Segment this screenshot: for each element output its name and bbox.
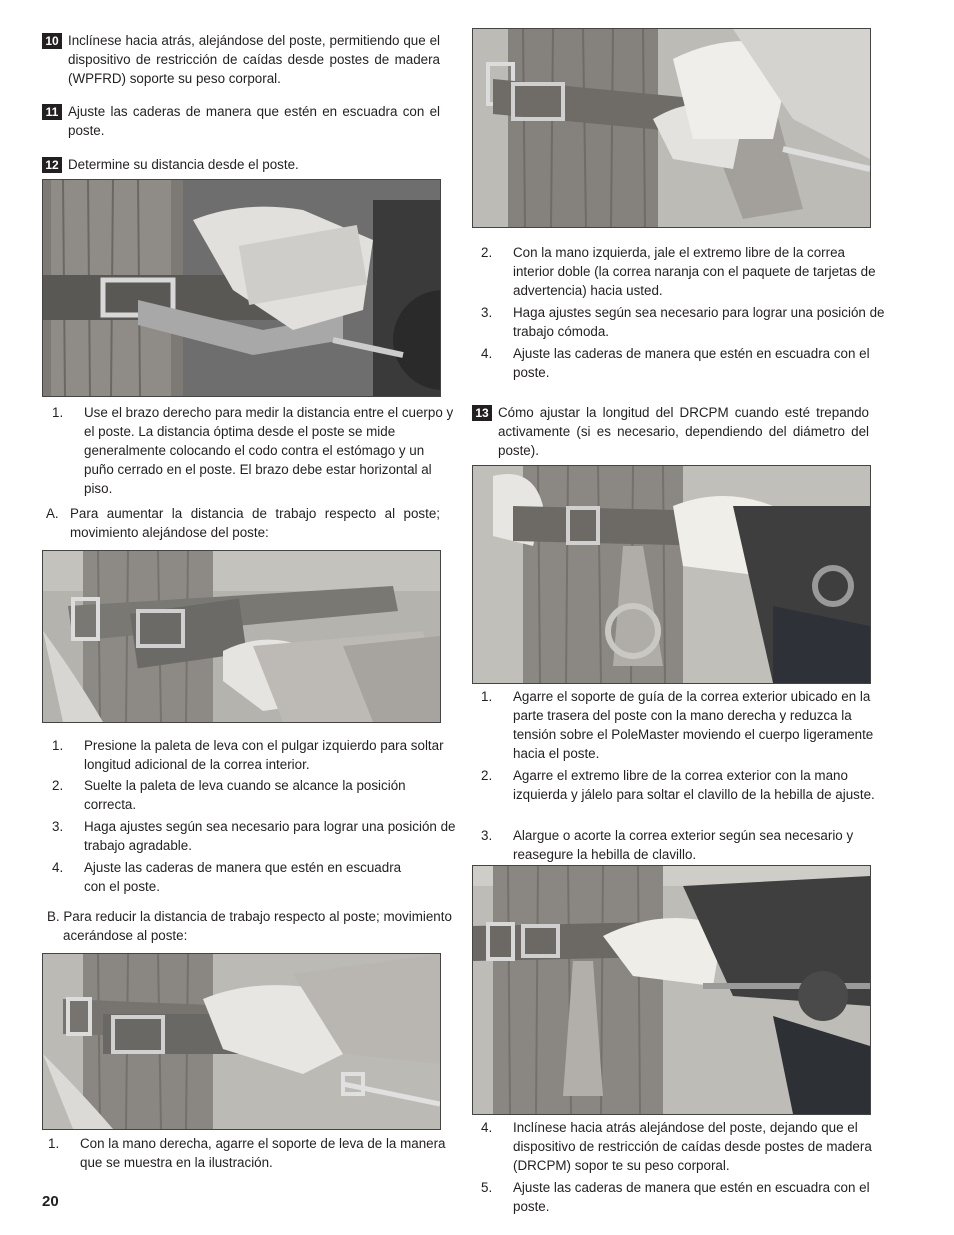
list-item: [52, 858, 424, 896]
list-item: [52, 776, 456, 814]
list-number: 2.: [52, 778, 64, 793]
list-number: 4.: [52, 860, 64, 875]
step-badge-10: 10: [42, 33, 62, 49]
list-item: [481, 766, 885, 804]
list-text: Haga ajustes según sea necesario para lograr una posición de trabajo agradable.: [84, 819, 456, 853]
list-text: Alargue o acorte la correa exterior según sea necesario y reasegure la hebilla de clavillo.: [513, 828, 854, 862]
list-item: [481, 1118, 885, 1175]
list-number: 2.: [481, 245, 493, 260]
photo-decrease-distance: [42, 953, 441, 1130]
photo-measure-distance: [42, 179, 441, 397]
list-item: [48, 1134, 456, 1172]
list-number: 2.: [481, 768, 493, 783]
list-text: Agarre el soporte de guía de la correa exterior ubicado en la parte trasera del poste con la mano derecha y reduzca la tensión sobre el PoleMaster moviendo el cuerpo ligeramente hacia el poste.: [513, 689, 874, 761]
list-text: Suelte la paleta de leva cuando se alcance la posición correcta.: [84, 778, 406, 812]
photo-pull-inner-strap: [472, 28, 871, 228]
list-number: 4.: [481, 1120, 493, 1135]
list-item: [52, 736, 456, 774]
list-number: 1.: [48, 1136, 60, 1151]
step-13-text: Cómo ajustar la longitud del DRCPM cuando esté trepando activamente (si es necesario, dependiendo del diámetro del poste).: [498, 405, 869, 458]
list-text: Inclínese hacia atrás alejándose del poste, dejando que el dispositivo de restricción de caídas desde postes de madera (DRCPM) sopor te su peso corporal.: [513, 1120, 872, 1173]
list-text: Use el brazo derecho para medir la distancia entre el cuerpo y el poste. La distancia óptima desde el poste se mide generalmente colocando el codo contra el estómago y un puño cerrado en el poste. El brazo debe estar horizontal al piso.: [84, 405, 454, 496]
list-item: [481, 826, 885, 864]
list-text: Con la mano derecha, agarre el soporte de leva de la manera que se muestra en la ilustración.: [80, 1136, 446, 1170]
step-12-text: Determine su distancia desde el poste.: [68, 157, 299, 172]
list-item: [481, 344, 885, 382]
list-item: [481, 687, 885, 763]
section-b-text: B. Para reducir la distancia de trabajo respecto al poste; movimiento acerándose al poste:: [47, 909, 452, 943]
step-11-text: Ajuste las caderas de manera que estén en escuadra con el poste.: [68, 104, 440, 138]
list-item: [481, 1178, 885, 1216]
page-number: 20: [42, 1193, 59, 1210]
list-text: Presione la paleta de leva con el pulgar izquierdo para soltar longitud adicional de la correa interior.: [84, 738, 444, 772]
list-number: 3.: [52, 819, 64, 834]
list-item: [481, 243, 885, 300]
step-badge-13: 13: [472, 405, 492, 421]
step-badge-12: 12: [42, 157, 62, 173]
photo-grab-outer-strap-guide: [472, 465, 871, 684]
list-number: 1.: [52, 738, 64, 753]
list-number: 5.: [481, 1180, 493, 1195]
list-number: 1.: [52, 405, 64, 420]
list-text: Ajuste las caderas de manera que estén en escuadra con el poste.: [84, 860, 402, 894]
list-item: [52, 403, 456, 498]
list-text: Haga ajustes según sea necesario para lograr una posición de trabajo cómoda.: [513, 305, 885, 339]
list-number: 3.: [481, 828, 493, 843]
section-a-text: Para aumentar la distancia de trabajo respecto al poste; movimiento alejándose del poste:: [70, 506, 440, 540]
list-item: [481, 303, 885, 341]
photo-adjust-outer-strap: [472, 865, 871, 1115]
list-number: 4.: [481, 346, 493, 361]
list-text: Con la mano izquierda, jale el extremo libre de la correa interior doble (la correa naranja con el paquete de tarjetas de advertencia) hacia usted.: [513, 245, 876, 298]
step-10-text: Inclínese hacia atrás, alejándose del poste, permitiendo que el dispositivo de restricción de caídas desde postes de madera (WPFRD) soporte su peso corporal.: [68, 33, 440, 86]
list-number: 1.: [481, 689, 493, 704]
list-text: Ajuste las caderas de manera que estén en escuadra con el poste.: [513, 1180, 870, 1214]
list-number: 3.: [481, 305, 493, 320]
section-a-label: A.: [46, 506, 59, 521]
list-text: Agarre el extremo libre de la correa exterior con la mano izquierda y jálelo para soltar el clavillo de la hebilla de ajuste.: [513, 768, 875, 802]
list-text: Ajuste las caderas de manera que estén en escuadra con el poste.: [513, 346, 870, 380]
list-item: [52, 817, 456, 855]
photo-increase-distance: [42, 550, 441, 723]
step-badge-11: 11: [42, 104, 62, 120]
